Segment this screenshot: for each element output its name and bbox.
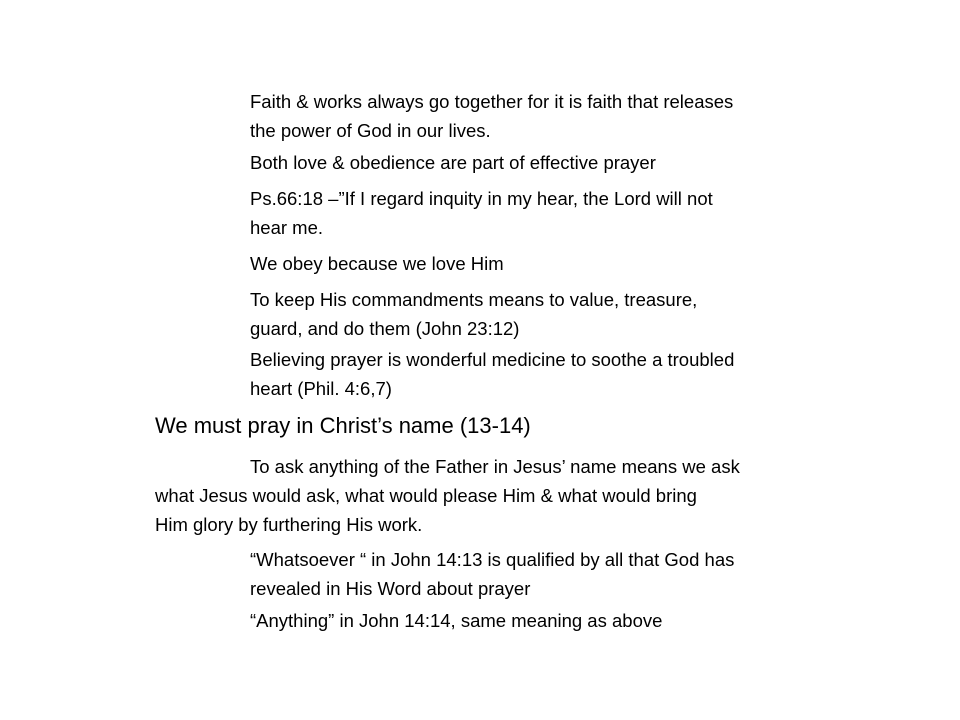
paragraph-jesus-name <box>155 452 740 539</box>
text-line: Him glory by furthering His work. <box>155 514 423 535</box>
text-line: Faith & works always go together for it is faith that releases <box>250 91 734 112</box>
text-item-psalm <box>250 184 713 242</box>
text-line: hear me. <box>250 217 324 238</box>
text-line: Ps.66:18 –”If I regard inquity in my hear, the Lord will not <box>250 188 713 209</box>
text-item-faith-works <box>250 87 733 145</box>
text-line: To keep His commandments means to value, treasure, <box>250 289 698 310</box>
section-heading: We must pray in Christ’s name (13-14) <box>155 413 531 438</box>
text-item-commandments <box>250 285 697 343</box>
text-item-whatsoever <box>250 545 734 603</box>
text-line: Both love & obedience are part of effective prayer <box>250 152 656 173</box>
text-line: “Anything” in John 14:14, same meaning as above <box>250 610 663 631</box>
text-line: heart (Phil. 4:6,7) <box>250 378 392 399</box>
text-line: To ask anything of the Father in Jesus’ name means we ask <box>250 456 740 477</box>
text-item-anything <box>250 606 662 635</box>
text-line: the power of God in our lives. <box>250 120 491 141</box>
text-line: guard, and do them (John 23:12) <box>250 318 520 339</box>
text-item-love-obedience <box>250 148 656 177</box>
text-item-obey <box>250 249 504 278</box>
text-line: what Jesus would ask, what would please Him & what would bring <box>155 485 697 506</box>
text-line: Believing prayer is wonderful medicine to soothe a troubled <box>250 349 735 370</box>
text-line: We obey because we love Him <box>250 253 504 274</box>
text-line: “Whatsoever “ in John 14:13 is qualified by all that God has <box>250 549 735 570</box>
text-item-believing-prayer <box>250 345 734 403</box>
text-line: revealed in His Word about prayer <box>250 578 531 599</box>
